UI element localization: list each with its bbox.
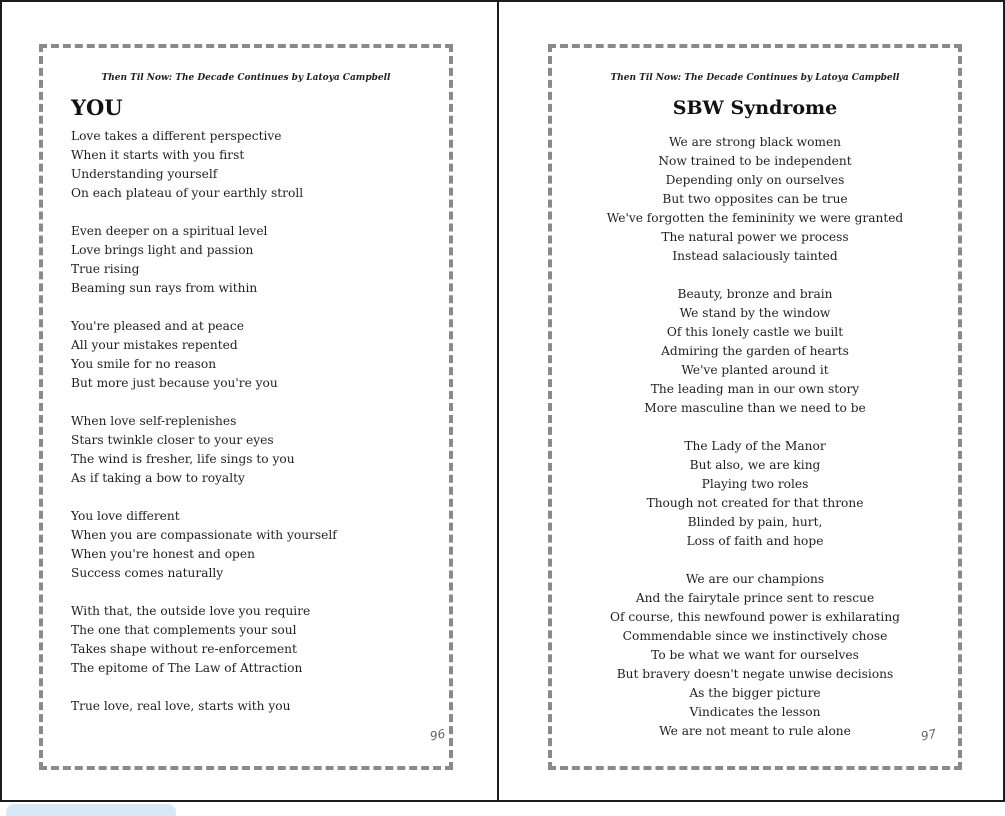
poem-line: The one that complements your soul — [71, 623, 297, 637]
right-page — [497, 0, 1005, 802]
stanza — [71, 602, 337, 678]
poem-line: True rising — [71, 262, 140, 276]
poem-line: Stars twinkle closer to your eyes — [71, 433, 274, 447]
poem-line: Beaming sun rays from within — [71, 281, 258, 295]
poem-line: To be what we want for ourselves — [651, 648, 859, 662]
poem-line: Loss of faith and hope — [686, 534, 824, 548]
poem-line: The wind is fresher, life sings to you — [71, 452, 295, 466]
poem-line: Of this lonely castle we built — [666, 325, 844, 339]
poem-line: The natural power we process — [661, 230, 849, 244]
poem-line: Now trained to be independent — [658, 154, 852, 168]
stanza — [71, 697, 337, 716]
poem-line: You smile for no reason — [71, 357, 217, 371]
poem-line: But bravery doesn't negate unwise decisions — [616, 667, 894, 681]
poem-line: The epitome of The Law of Attraction — [71, 661, 303, 675]
poem-line: Even deeper on a spiritual level — [71, 224, 268, 238]
stanza — [71, 317, 337, 393]
poem-line: But also, we are king — [689, 458, 821, 472]
poem-line: You love different — [71, 509, 180, 523]
poem-line: We've planted around it — [681, 363, 829, 377]
book-header: Then Til Now: The Decade Continues by Latoya Campbell — [101, 73, 391, 83]
poem-line: All your mistakes repented — [71, 338, 238, 352]
poem-line: When it starts with you first — [71, 148, 245, 162]
poem-line: As if taking a bow to royalty — [71, 471, 245, 485]
poem-line: You're pleased and at peace — [71, 319, 244, 333]
poem-line: As the bigger picture — [689, 686, 821, 700]
stanza — [71, 507, 337, 583]
poem-line: True love, real love, starts with you — [71, 699, 291, 713]
page-number: 96 — [428, 726, 447, 744]
poem-line: Playing two roles — [701, 477, 809, 491]
stanza — [552, 570, 958, 741]
poem-body — [552, 133, 958, 760]
poem-line: On each plateau of your earthly stroll — [71, 186, 304, 200]
poem-line: Commendable since we instinctively chose — [622, 629, 888, 643]
poem-line: Vindicates the lesson — [689, 705, 821, 719]
poem-body — [71, 127, 337, 735]
stanza — [552, 285, 958, 418]
poem-line: The leading man in our own story — [650, 382, 860, 396]
page-number: 97 — [919, 726, 938, 744]
poem-line: Though not created for that throne — [646, 496, 864, 510]
dashed-page-border — [39, 44, 453, 770]
left-page — [0, 0, 499, 802]
stanza — [552, 133, 958, 266]
poem-line: Of course, this newfound power is exhilarating — [610, 610, 900, 624]
poem-line: We are not meant to rule alone — [659, 724, 851, 738]
poem-line: Love takes a different perspective — [71, 129, 282, 143]
stanza — [71, 412, 337, 488]
stanza — [71, 222, 337, 298]
poem-line: When you're honest and open — [71, 547, 255, 561]
stanza — [71, 127, 337, 203]
poem-line: But more just because you're you — [71, 376, 278, 390]
stanza — [552, 437, 958, 551]
poem-line: Beauty, bronze and brain — [677, 287, 833, 301]
poem-line: Depending only on ourselves — [665, 173, 845, 187]
poem-title: YOU — [71, 95, 123, 120]
poem-line: Blinded by pain, hurt, — [687, 515, 823, 529]
poem-line: More masculine than we need to be — [644, 401, 866, 415]
poem-line: When you are compassionate with yourself — [71, 528, 337, 542]
poem-line: Instead salaciously tainted — [672, 249, 838, 263]
poem-line: But two opposites can be true — [662, 192, 848, 206]
poem-line: We stand by the window — [679, 306, 831, 320]
poem-line: We are strong black women — [668, 135, 842, 149]
poem-line: Love brings light and passion — [71, 243, 254, 257]
dashed-page-border — [548, 44, 962, 770]
poem-title: SBW Syndrome — [672, 97, 838, 119]
poem-line: The Lady of the Manor — [684, 439, 826, 453]
poem-line: We are our champions — [685, 572, 825, 586]
bottom-tab[interactable] — [6, 804, 176, 816]
poem-line: When love self-replenishes — [71, 414, 237, 428]
poem-line: With that, the outside love you require — [71, 604, 311, 618]
book-header: Then Til Now: The Decade Continues by Latoya Campbell — [610, 73, 900, 83]
poem-line: Admiring the garden of hearts — [661, 344, 849, 358]
poem-line: Takes shape without re-enforcement — [71, 642, 297, 656]
poem-line: Understanding yourself — [71, 167, 218, 181]
poem-line: Success comes naturally — [71, 566, 224, 580]
poem-line: And the fairytale prince sent to rescue — [635, 591, 875, 605]
poem-line: We've forgotten the femininity we were granted — [606, 211, 904, 225]
